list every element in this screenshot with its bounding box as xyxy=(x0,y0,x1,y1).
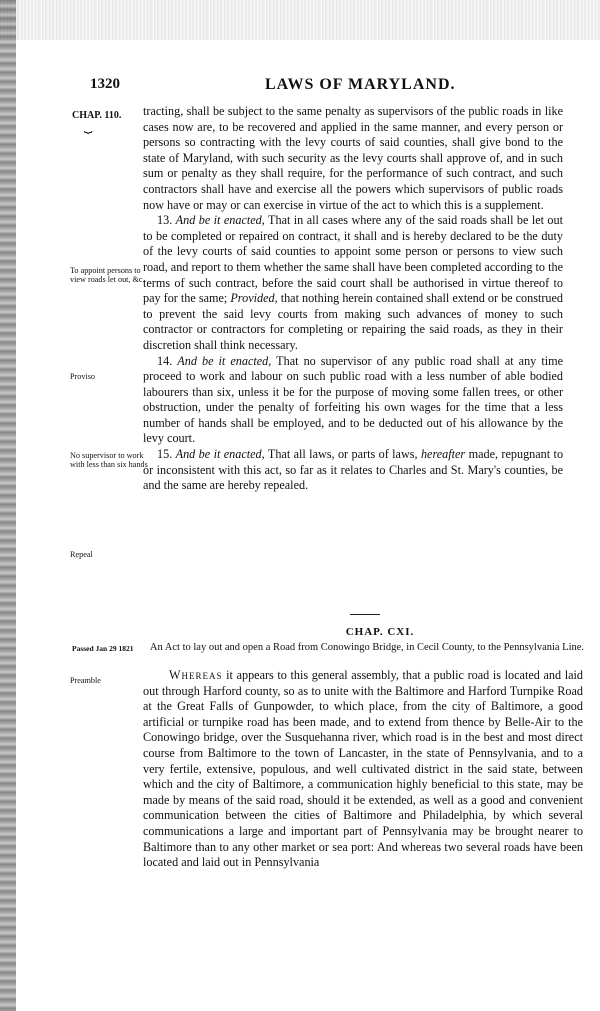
preamble-paragraph xyxy=(143,668,583,871)
section-14-number: 14. xyxy=(157,353,173,368)
section-13-number: 13. xyxy=(157,213,173,228)
section-14-enact: And be it enacted, xyxy=(177,353,272,368)
margin-note-no-supervisor: No supervisor to work with less than six hands xyxy=(70,451,148,469)
margin-note-proviso: Proviso xyxy=(70,372,96,381)
section-body xyxy=(143,104,563,494)
section-15-enact: And be it enacted, xyxy=(175,447,265,462)
section-14 xyxy=(143,354,563,448)
margin-chapter-ref: CHAP. 110. xyxy=(72,110,122,121)
section-15-text-a: That all laws, or parts of laws, xyxy=(267,447,418,462)
section-13-provided: Provided, xyxy=(230,291,278,306)
whereas-word: Whereas xyxy=(169,668,223,682)
section-15-text-b: made, repugnant to or inconsistent with this act, so far as it relates to Charles and St. Mary's counties, be and the same are hereby repealed. xyxy=(143,447,564,493)
continuation-paragraph xyxy=(143,104,563,213)
chapter-title: CHAP. CXI. xyxy=(345,626,415,638)
brace-icon: ⏟ xyxy=(84,119,93,134)
margin-note-repeal: Repeal xyxy=(70,550,93,559)
section-14-text: That no supervisor of any public road shall at any time proceed to work and labour on such public road with a less number of able bodied labourers than six, unless it be for the purpose of moving some fallen trees, or other obstruction, under the penalty of forfeiting his own wages for the time that a less number of hands shall be employed, and to be deducted out of his allowance by the levy court. xyxy=(143,353,563,446)
section-15-number: 15. xyxy=(157,447,173,462)
margin-note-passed: Passed Jan 29 1821 xyxy=(72,644,134,653)
section-13 xyxy=(143,213,563,353)
section-13-enact: And be it enacted, xyxy=(175,213,265,228)
margin-note-appoint: To appoint persons to view roads let out, &c. xyxy=(70,266,145,284)
section-15 xyxy=(143,447,563,494)
act-title: An Act to lay out and open a Road from Conowingo Bridge, in Cecil County, to the Pennsylvania Line. xyxy=(149,642,585,653)
margin-note-preamble: Preamble xyxy=(70,676,101,685)
running-title: LAWS OF MARYLAND. xyxy=(265,76,456,93)
section-13-text-a: That in all cases where any of the said roads shall be let out to be completed or repaired on contract, it shall and is hereby declared to be the duty of the levy courts of said counties to appoint some person or persons to view such road, and report to them whether the same shall have been completed according to the terms of such contract, before the said court shall be authorised in virtue thereof to pay for the same; xyxy=(143,213,564,306)
section-divider xyxy=(350,614,380,615)
preamble-text: it appears to this general assembly, that a public road is located and laid out through Harford county, so as to unite with the Baltimore and Harford Turnpike Road at the Great Falls of Gunpowder, to which place, from the city of Baltimore, a good artificial or turnpike road has been made, and to extend from thence by Belle-Air to the Conowingo bridge, over the Susquehanna river, which road is in the best and most direct course from Baltimore to the town of Lancaster, in the state of Pennsylvania, and to a very fertile, extensive, populous, and well cultivated district in the said state, between which and the city of Baltimore, a communication highly beneficial to this state, may be made by means of the said road, should it be extended, as well as a good and convenient communication between the cities of Baltimore and Philadelphia, by which several communications a large and important part of Pennsylvania may be brought nearer to Baltimore than to any other market or sea port: And whereas two several roads have been located and laid out in Pennsylvania xyxy=(143,668,583,870)
page-number: 1320 xyxy=(90,76,120,92)
section-13-text-b: that nothing herein contained shall extend or be construed to prevent the said levy courts from making such advances of money to such contractor or contractors for completing or repairing the said roads, as they in their discretion shall think necessary. xyxy=(143,291,564,352)
preamble-body xyxy=(143,668,583,871)
continuation-text: tracting, shall be subject to the same penalty as supervisors of the public roads in like cases now are, to be recovered and applied in the same manner, and every person or persons so contracting with the levy courts of said counties, shall give bond to the state of Maryland, with such security as the levy courts shall approve of, and in such sum or penalty as they shall require, for the performance of such contract, and such contractors shall have and exercise all the powers which supervisors of public roads now have or may or can exercise in virtue of the act to which this is a supplement. xyxy=(143,104,563,212)
page-header xyxy=(90,76,560,98)
act-heading xyxy=(72,641,585,669)
section-15-hereafter: hereafter xyxy=(420,447,466,462)
